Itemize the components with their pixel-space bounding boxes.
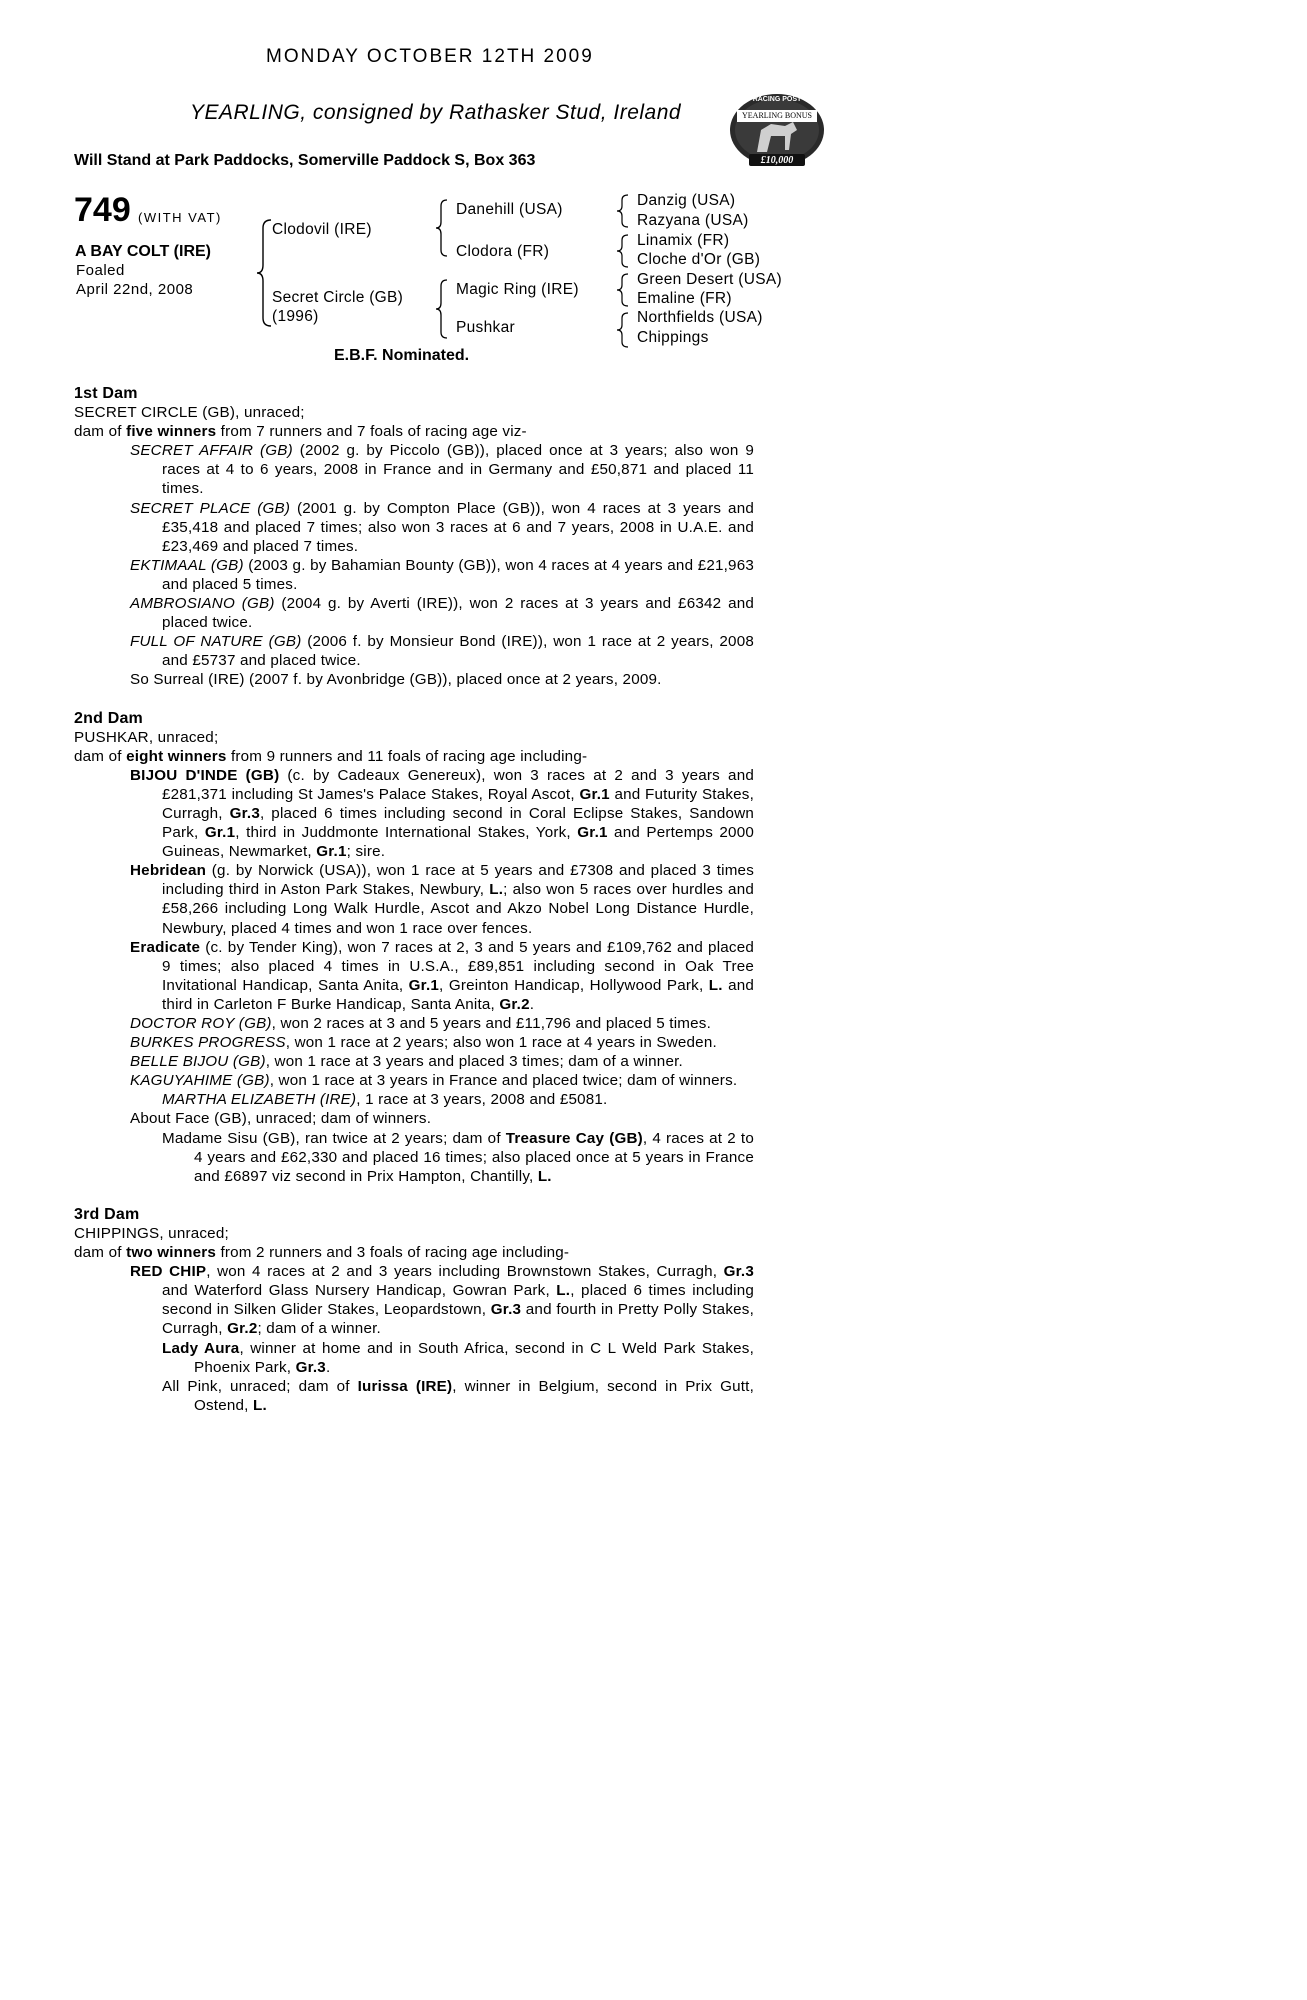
- pedigree-brace-danehill: [616, 193, 630, 229]
- third-dam-grandproduce: All Pink, unraced; dam of Iurissa (IRE), winner in Belgium, second in Prix Gutt, Ostend, L.: [162, 1377, 754, 1414]
- first-dam-produce: SECRET AFFAIR (GB) (2002 g. by Piccolo (GB)), placed once at 3 years; also won 9 races at 4 to 6 years, 2008 in France and in Germany and £50,871 and placed 11 times.: [130, 442, 754, 498]
- second-dam-summary: dam of eight winners from 9 runners and 11 foals of racing age including-: [74, 747, 588, 765]
- third-dam-grandproduce: Lady Aura, winner at home and in South Africa, second in C L Weld Park Stakes, Phoenix Park, Gr.3.: [162, 1339, 754, 1376]
- foaled-label: Foaled: [76, 262, 125, 279]
- pedigree-brace-pushkar: [616, 311, 630, 349]
- pedigree-brace-dam: [435, 278, 449, 340]
- foaled-date: April 22nd, 2008: [76, 281, 194, 298]
- lot-number: 749: [74, 191, 131, 229]
- first-dam-produce: EKTIMAAL (GB) (2003 g. by Bahamian Bounty (GB)), won 4 races at 4 years and £21,963 and placed 5 times.: [130, 556, 754, 593]
- pedigree-sdd: Cloche d'Or (GB): [637, 251, 761, 268]
- first-dam-produce: So Surreal (IRE) (2007 f. by Avonbridge (GB)), placed once at 2 years, 2009.: [130, 671, 662, 689]
- pedigree-brace-magic-ring: [616, 272, 630, 308]
- second-dam-produce: DOCTOR ROY (GB), won 2 races at 3 and 5 years and £11,796 and placed 5 times.: [130, 1015, 712, 1032]
- pedigree-dam-dam: Pushkar: [456, 319, 515, 336]
- second-dam-grandproduce: Madame Sisu (GB), ran twice at 2 years; dam of Treasure Cay (GB), 4 races at 2 to 4 years and £62,330 and placed 16 times; also placed once at 5 years in France and £6897 viz second in Prix Hampton, Chantilly, L.: [162, 1129, 754, 1185]
- pedigree-ssd: Razyana (USA): [637, 212, 749, 229]
- pedigree-sire: Clodovil (IRE): [272, 221, 372, 238]
- lot-name: A BAY COLT (IRE): [75, 243, 212, 260]
- pedigree-ddd: Chippings: [637, 329, 709, 346]
- stand-location: Will Stand at Park Paddocks, Somerville Paddock S, Box 363: [74, 152, 536, 169]
- second-dam-produce: About Face (GB), unraced; dam of winners.: [130, 1110, 432, 1128]
- pedigree-brace-clodora: [616, 233, 630, 269]
- second-dam-produce: Hebridean (g. by Norwick (USA)), won 1 race at 5 years and £7308 and placed 3 times including third in Aston Park Stakes, Newbury, L.; also won 5 races over hurdles and £58,266 including Long Walk Hurdle, Ascot and Akzo Nobel Long Distance Hurdle, Newbury, placed 4 times and won 1 race over fences.: [130, 862, 754, 937]
- catalogue-body: [74, 384, 754, 1415]
- badge-bottom-text: £10,000: [760, 155, 794, 166]
- first-dam-produce: FULL OF NATURE (GB) (2006 f. by Monsieur Bond (IRE)), won 1 race at 2 years, 2008 and £5737 and placed twice.: [130, 633, 754, 670]
- pedigree-dam-year: (1996): [272, 308, 319, 325]
- pedigree-dss: Green Desert (USA): [637, 271, 782, 288]
- pedigree-sire-dam: Clodora (FR): [456, 243, 550, 260]
- first-dam-heading: 1st Dam: [74, 385, 138, 402]
- pedigree-brace-sire: [435, 198, 449, 258]
- first-dam-name: SECRET CIRCLE (GB), unraced;: [74, 404, 305, 422]
- second-dam-heading: 2nd Dam: [74, 709, 143, 727]
- second-dam-name: PUSHKAR, unraced;: [74, 728, 219, 746]
- third-dam-name: CHIPPINGS, unraced;: [74, 1224, 229, 1242]
- second-dam-produce: BELLE BIJOU (GB), won 1 race at 3 years and placed 3 times; dam of a winner.: [130, 1053, 683, 1071]
- vat-note: (WITH VAT): [138, 210, 222, 225]
- first-dam-summary: dam of five winners from 7 runners and 7 foals of racing age viz-: [74, 423, 527, 441]
- pedigree-sds: Linamix (FR): [637, 232, 730, 249]
- badge-top-text: RACING POST: [752, 96, 802, 103]
- second-dam-produce: BIJOU D'INDE (GB) (c. by Cadeaux Genereux), won 3 races at 2 and 3 years and £281,371 including St James's Palace Stakes, Royal Ascot, Gr.1 and Futurity Stakes, Curragh, Gr.3, placed 6 times including second in Coral Eclipse Stakes, Sandown Park, Gr.1, third in Juddmonte International Stakes, York, Gr.1 and Pertemps 2000 Guineas, Newmarket, Gr.1; sire.: [130, 766, 755, 861]
- second-dam-produce: BURKES PROGRESS, won 1 race at 2 years; also won 1 race at 4 years in Sweden.: [130, 1034, 717, 1052]
- third-dam-summary: dam of two winners from 2 runners and 3 foals of racing age including-: [74, 1244, 570, 1262]
- consignment-line: YEARLING, consigned by Rathasker Stud, Ireland: [190, 101, 682, 124]
- pedigree-dam: Secret Circle (GB): [272, 289, 404, 306]
- third-dam-produce: RED CHIP, won 4 races at 2 and 3 years including Brownstown Stakes, Curragh, Gr.3 and Waterford Glass Nursery Handicap, Gowran Park, L., placed 6 times including second in Silken Glider Stakes, Leopardstown, Gr.3 and fourth in Pretty Polly Stakes, Curragh, Gr.2; dam of a winner.: [130, 1263, 754, 1338]
- sale-date: MONDAY OCTOBER 12TH 2009: [266, 46, 594, 67]
- first-dam-produce: AMBROSIANO (GB) (2004 g. by Averti (IRE)), won 2 races at 3 years and £6342 and placed twice.: [130, 595, 755, 632]
- third-dam-heading: 3rd Dam: [74, 1205, 140, 1223]
- second-dam-produce: Eradicate (c. by Tender King), won 7 races at 2, 3 and 5 years and £109,762 and placed 9 times; also placed 4 times in U.S.A., £89,851 including second in Oak Tree Invitational Handicap, Santa Anita, Gr.1, Greinton Handicap, Hollywood Park, L. and third in Carleton F Burke Handicap, Santa Anita, Gr.2.: [130, 938, 755, 1013]
- pedigree-sire-sire: Danehill (USA): [456, 201, 563, 218]
- pedigree-dam-sire: Magic Ring (IRE): [456, 281, 579, 298]
- second-dam-grandproduce: MARTHA ELIZABETH (IRE), 1 race at 3 years, 2008 and £5081.: [162, 1091, 608, 1109]
- pedigree-dsd: Emaline (FR): [637, 290, 732, 307]
- yearling-bonus-badge: [727, 92, 827, 168]
- first-dam-produce: SECRET PLACE (GB) (2001 g. by Compton Place (GB)), won 4 races at 3 years and £35,418 and placed 7 times; also won 3 races at 6 and 7 years, 2008 in U.A.E. and £23,469 and placed 7 times.: [130, 499, 754, 555]
- second-dam-produce: KAGUYAHIME (GB), won 1 race at 3 years in France and placed twice; dam of winners.: [130, 1072, 738, 1090]
- pedigree-dds: Northfields (USA): [637, 309, 763, 326]
- badge-middle-text: YEARLING BONUS: [742, 111, 812, 120]
- ebf-nomination: E.B.F. Nominated.: [334, 347, 470, 364]
- pedigree-sss: Danzig (USA): [637, 192, 736, 209]
